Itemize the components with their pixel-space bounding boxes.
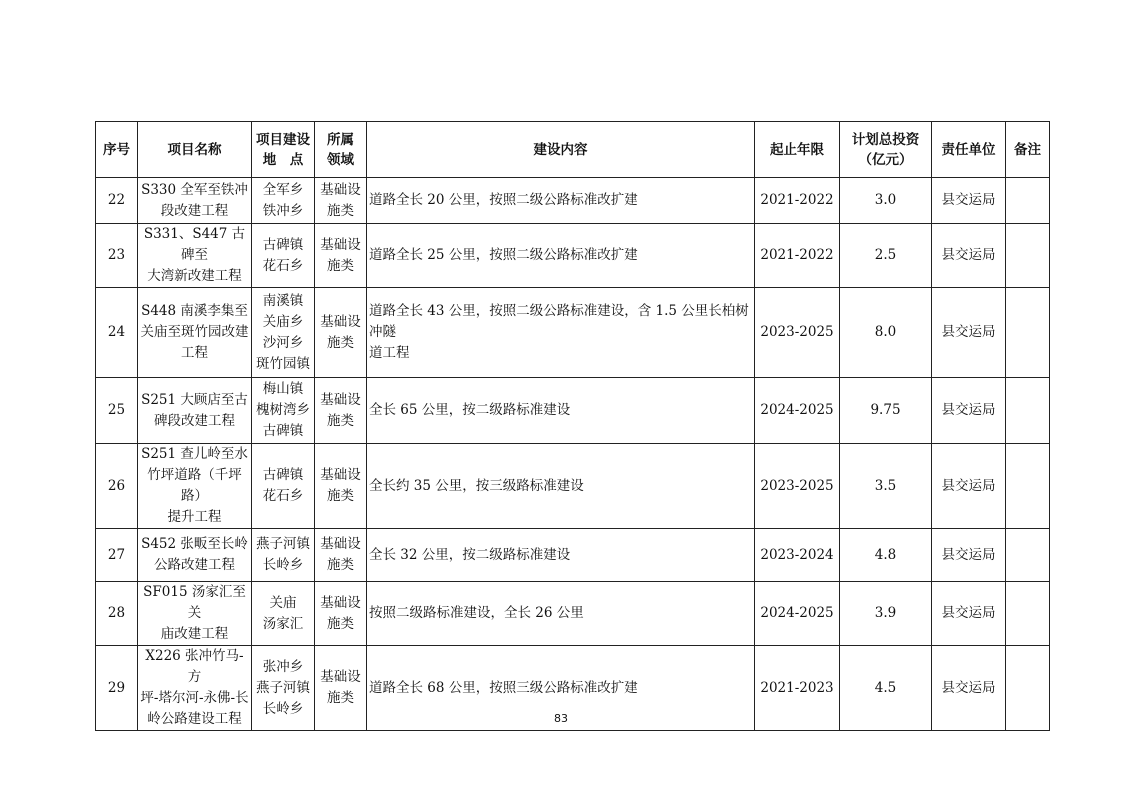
row-project-name-line: 岭公路建设工程 (147, 711, 242, 727)
row-content (367, 529, 755, 582)
row-project-name-line: 公路改建工程 (154, 557, 235, 573)
header-investment (840, 122, 932, 178)
row-location (252, 288, 315, 378)
row-project-name-line: 大湾新改建工程 (147, 268, 242, 284)
row-content-line: 道工程 (369, 345, 410, 361)
row-domain-line: 施类 (327, 690, 354, 706)
table-row (96, 529, 1050, 582)
row-location-line: 南溪镇 (262, 292, 304, 309)
row-location (252, 178, 315, 224)
row-remark (1006, 378, 1050, 444)
row-location-line: 燕子河镇 (256, 679, 310, 696)
row-location-line: 张冲乡 (262, 658, 304, 675)
row-content (367, 378, 755, 444)
row-unit: 县交运局 (932, 224, 1006, 288)
row-period: 2023-2024 (755, 529, 840, 582)
row-content-line: 道路全长 68 公里，按照三级公路标准改扩建 (369, 679, 638, 696)
row-remark (1006, 529, 1050, 582)
table-row (96, 224, 1050, 288)
row-period: 2024-2025 (755, 378, 840, 444)
row-remark (1006, 178, 1050, 224)
row-location (252, 529, 315, 582)
row-location-line: 长岭乡 (262, 700, 304, 717)
row-content-line: 道路全长 25 公里，按照二级公路标准改扩建 (369, 247, 638, 263)
row-location-line: 花石乡 (262, 257, 304, 274)
row-project-name-line: 提升工程 (167, 509, 222, 525)
row-unit: 县交运局 (932, 646, 1006, 731)
row-domain (315, 378, 367, 444)
row-content-line: 道路全长 20 公里，按照二级公路标准改扩建 (369, 192, 638, 208)
row-investment: 4.5 (840, 646, 932, 731)
header-location-l2: 地 点 (262, 151, 304, 168)
header-domain (315, 122, 367, 178)
row-domain-line: 基础设 (320, 669, 361, 685)
row-period: 2021-2022 (755, 224, 840, 288)
header-investment-l1: 计划总投资 (851, 131, 920, 148)
row-project-name-line: S251 查儿岭至水 (141, 446, 248, 462)
row-content-line: 按照二级路标准建设，全长 26 公里 (369, 605, 584, 621)
row-location-line: 全军乡 (262, 181, 304, 198)
header-unit: 责任单位 (932, 122, 1006, 178)
row-domain-line: 基础设 (320, 236, 361, 253)
row-domain-line: 基础设 (320, 594, 361, 611)
row-project-name (138, 529, 252, 582)
row-content (367, 224, 755, 288)
table-row (96, 288, 1050, 378)
row-project-name-line: 工程 (181, 345, 208, 361)
row-unit: 县交运局 (932, 378, 1006, 444)
row-investment: 2.5 (840, 224, 932, 288)
row-content (367, 444, 755, 529)
row-project-name (138, 378, 252, 444)
row-project-name-line: 段改建工程 (160, 202, 229, 219)
row-period: 2021-2022 (755, 178, 840, 224)
row-investment: 4.8 (840, 529, 932, 582)
row-domain-line: 基础设 (320, 181, 361, 198)
row-project-name (138, 224, 252, 288)
row-location-line: 古碑镇 (262, 423, 304, 439)
row-location-line: 燕子河镇 (256, 536, 310, 552)
header-seq: 序号 (96, 122, 138, 178)
row-domain-line: 施类 (327, 557, 354, 573)
row-project-name-line: 关庙至斑竹园改建 (140, 324, 249, 340)
row-project-name (138, 444, 252, 529)
row-domain (315, 529, 367, 582)
row-seq: 26 (96, 444, 138, 529)
row-period: 2021-2023 (755, 646, 840, 731)
row-location-line: 汤家汇 (262, 615, 304, 632)
row-remark (1006, 288, 1050, 378)
row-investment: 8.0 (840, 288, 932, 378)
row-domain-line: 基础设 (320, 313, 361, 330)
row-content (367, 582, 755, 646)
table-row (96, 178, 1050, 224)
row-project-name-line: 碑段改建工程 (154, 412, 235, 429)
row-project-name-line: S448 南溪李集至 (141, 303, 248, 319)
row-content (367, 178, 755, 224)
header-remark: 备注 (1006, 122, 1050, 178)
row-project-name (138, 582, 252, 646)
row-location (252, 224, 315, 288)
header-name: 项目名称 (138, 122, 252, 178)
row-remark (1006, 582, 1050, 646)
row-location (252, 378, 315, 444)
row-seq: 29 (96, 646, 138, 731)
row-unit: 县交运局 (932, 288, 1006, 378)
table-row (96, 582, 1050, 646)
row-content (367, 288, 755, 378)
header-investment-l2: （亿元） (858, 151, 913, 168)
row-seq: 28 (96, 582, 138, 646)
row-domain-line: 施类 (327, 257, 354, 274)
row-domain-line: 施类 (327, 334, 354, 351)
header-domain-l1: 所属 (327, 131, 354, 148)
row-seq: 27 (96, 529, 138, 582)
row-investment: 3.9 (840, 582, 932, 646)
row-location-line: 铁冲乡 (262, 202, 304, 219)
header-period: 起止年限 (755, 122, 840, 178)
page-number: 83 (554, 712, 568, 725)
row-domain-line: 基础设 (320, 391, 361, 408)
row-content-line: 道路全长 43 公里，按照二级公路标准建设，含 1.5 公里长柏树冲隧 (369, 303, 749, 340)
row-location (252, 582, 315, 646)
row-location-line: 古碑镇 (262, 236, 304, 253)
row-location-line: 关庙乡 (262, 313, 304, 330)
table-row (96, 378, 1050, 444)
row-unit: 县交运局 (932, 178, 1006, 224)
row-domain-line: 基础设 (320, 467, 361, 483)
row-domain-line: 施类 (327, 615, 354, 632)
row-content-line: 全长 32 公里，按二级路标准建设 (369, 546, 571, 563)
row-domain (315, 288, 367, 378)
header-location-l1: 项目建设 (256, 131, 310, 148)
row-project-name-line: S452 张畈至长岭 (141, 536, 248, 552)
row-project-name-line: SF015 汤家汇至关 (143, 584, 246, 621)
row-unit: 县交运局 (932, 444, 1006, 529)
row-seq: 24 (96, 288, 138, 378)
row-investment: 3.0 (840, 178, 932, 224)
table-row (96, 444, 1050, 529)
row-period: 2023-2025 (755, 444, 840, 529)
row-project-name (138, 288, 252, 378)
row-seq: 22 (96, 178, 138, 224)
row-location (252, 444, 315, 529)
row-project-name-line: 坪-塔尔河-永佛-长 (140, 690, 249, 706)
table-header-row (96, 122, 1050, 178)
row-project-name-line: 竹坪道路（千坪路） (147, 467, 242, 504)
row-location-line: 长岭乡 (262, 557, 304, 573)
row-domain (315, 582, 367, 646)
row-investment: 9.75 (840, 378, 932, 444)
row-domain-line: 基础设 (320, 536, 361, 552)
row-project-name (138, 178, 252, 224)
header-content: 建设内容 (367, 122, 755, 178)
row-domain-line: 施类 (327, 202, 354, 219)
header-domain-l2: 领域 (327, 151, 354, 168)
row-location-line: 花石乡 (262, 488, 304, 504)
row-project-name-line: X226 张冲竹马-方 (145, 648, 244, 685)
row-project-name-line: S331、S447 古碑至 (143, 226, 246, 263)
row-unit: 县交运局 (932, 582, 1006, 646)
row-domain (315, 444, 367, 529)
row-remark (1006, 444, 1050, 529)
row-domain (315, 224, 367, 288)
row-domain-line: 施类 (327, 488, 354, 504)
header-location (252, 122, 315, 178)
row-unit: 县交运局 (932, 529, 1006, 582)
row-seq: 25 (96, 378, 138, 444)
row-location-line: 槐树湾乡 (256, 402, 310, 418)
row-location-line: 斑竹园镇 (256, 355, 310, 372)
row-domain (315, 178, 367, 224)
row-project-name-line: 庙改建工程 (160, 626, 229, 642)
project-table (95, 121, 1050, 731)
row-location-line: 沙河乡 (262, 334, 304, 351)
row-period: 2024-2025 (755, 582, 840, 646)
row-period: 2023-2025 (755, 288, 840, 378)
row-location-line: 古碑镇 (262, 467, 304, 483)
row-content-line: 全长 65 公里，按二级路标准建设 (369, 402, 571, 418)
row-location-line: 关庙 (269, 594, 297, 611)
row-project-name-line: S330 全军至铁冲 (141, 181, 248, 198)
row-seq: 23 (96, 224, 138, 288)
row-domain-line: 施类 (327, 412, 354, 429)
row-location-line: 梅山镇 (262, 381, 304, 397)
row-investment: 3.5 (840, 444, 932, 529)
row-content-line: 全长约 35 公里，按三级路标准建设 (369, 477, 584, 494)
row-remark (1006, 224, 1050, 288)
row-project-name-line: S251 大顾店至古 (141, 391, 248, 408)
